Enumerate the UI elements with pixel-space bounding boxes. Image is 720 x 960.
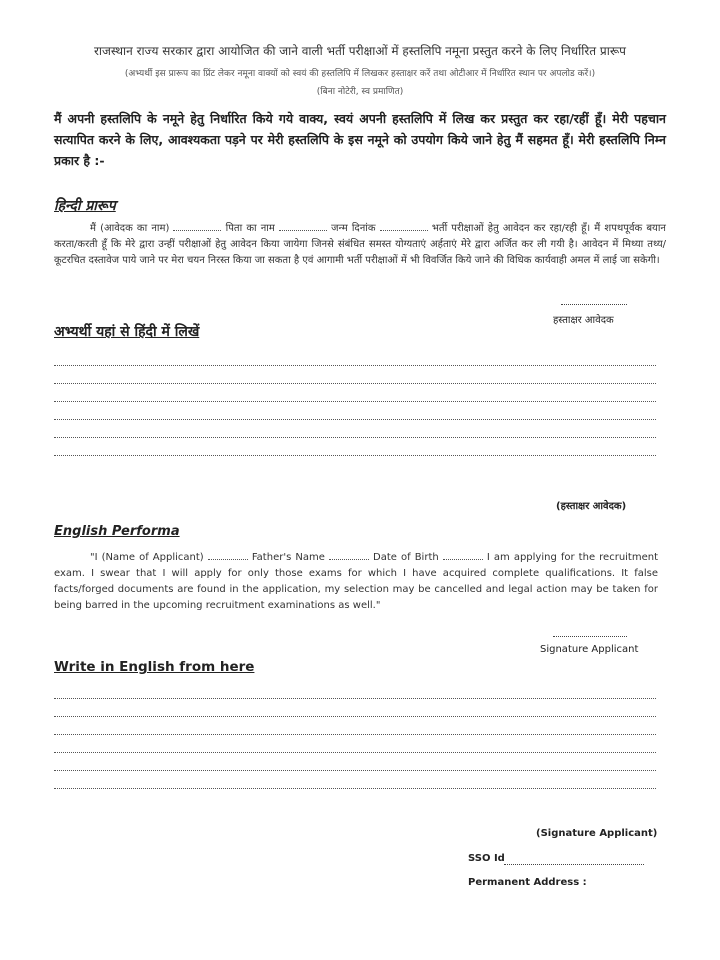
hindi-writing-line [54,401,656,402]
english-writing-line [54,698,656,699]
english-father-blank [329,549,369,560]
english-dob-label: Date of Birth [373,552,439,563]
english-name-blank [208,549,248,560]
english-writing-line [54,716,656,717]
english-writing-line [54,788,656,789]
hindi-writing-line [54,365,656,366]
english-write-heading: Write in English from here [54,659,255,675]
sso-id-label: SSO Id [468,853,505,864]
english-paragraph [54,549,658,614]
english-signature-applicant: (Signature Applicant) [536,828,658,839]
hindi-dob-blank [380,220,428,231]
hindi-father-blank [279,220,327,231]
english-statement: I am applying for the recruitment exam. I swear that I will apply for only those exams for which I have acquired complete qualifications. It false facts/forged documents are found in the application, my selection may be cancelled and legal action may be taken for being barred in the upcoming recruitment examinations as well." [54,552,659,611]
form-title: राजस्थान राज्य सरकार द्वारा आयोजित की जाने वाली भर्ती परीक्षाओं में हस्तलिपि नमूना प्रस्तुत करने के लिए निर्धारित प्रारूप [93,44,627,58]
english-section-heading: English Performa [54,524,180,539]
hindi-writing-line [54,437,656,438]
hindi-applicant-name-label: मैं (आवेदक का नाम) [90,223,170,234]
permanent-address-label: Permanent Address : [468,877,587,888]
english-father-name-label: Father's Name [251,552,325,563]
form-instruction: (अभ्यर्थी इस प्रारूप का प्रिंट लेकर नमूना वाक्यों को स्वयं की हस्तलिपि में लिखकर हस्ताक्षर करें तथा ओटीआर में निर्धारित स्थान पर अपलोड करें।) [124,69,596,79]
hindi-signature-label: हस्ताक्षर आवेदक [553,315,614,326]
hindi-writing-line [54,455,656,456]
sso-id-line [504,864,644,865]
declaration-paragraph: मैं अपनी हस्तलिपि के नमूने हेतु निर्धारित किये गये वाक्य, स्वयं अपनी हस्तलिपि में लिख कर प्रस्तुत कर रहा/रहीं हूँ। मेरी पहचान सत्यापित करने के लिए, आवश्यकता पड़ने पर मेरी हस्तलिपि के इस नमूने को उपयोग किये जाने हेतु मैं सहमत हूँ। मेरी हस्तलिपि निम्न प्रकार है :- [54,111,666,168]
hindi-section-heading: हिन्दी प्रारूप [54,198,116,214]
hindi-signature-applicant: (हस्ताक्षर आवेदक) [556,501,627,512]
hindi-writing-line [54,419,656,420]
english-writing-line [54,752,656,753]
hindi-signature-line [561,304,627,305]
hindi-dob-label: जन्म दिनांक [331,223,376,234]
hindi-name-blank [173,220,221,231]
english-applicant-name-label: "I (Name of Applicant) [90,552,204,563]
hindi-father-name-label: पिता का नाम [225,223,275,234]
hindi-writing-line [54,383,656,384]
form-note: (बिना नोटेरी, स्व प्रमाणित) [316,87,404,97]
english-dob-blank [443,549,483,560]
hindi-write-heading: अभ्यर्थी यहां से हिंदी में लिखें [54,324,200,340]
english-signature-label: Signature Applicant [540,644,639,655]
english-signature-line [553,636,627,637]
hindi-statement: भर्ती परीक्षाओं हेतु आवेदन कर रहा/रही हूँ। मैं शपथपूर्वक बयान करता/करती हूँ कि मेरे द्वारा उन्हीं परीक्षाओं हेतु आवेदन किया जायेगा जिनसे संबंधित समस्त योग्यताएं अर्हताएं मेरे द्वारा अर्जित कर ली गयी है। आवेदन में मिथ्या तथ्य/कूटरचित दस्तावेज पाये जाने पर मेरा चयन निरस्त किया जा सकता है एवं आगामी भर्ती परीक्षाओं में भी विवर्जित किये जाने की विधिक कार्यवाही अमल में लाई जा सकेगी। [54,223,666,266]
english-writing-line [54,734,656,735]
hindi-paragraph [54,220,666,269]
english-writing-line [54,770,656,771]
